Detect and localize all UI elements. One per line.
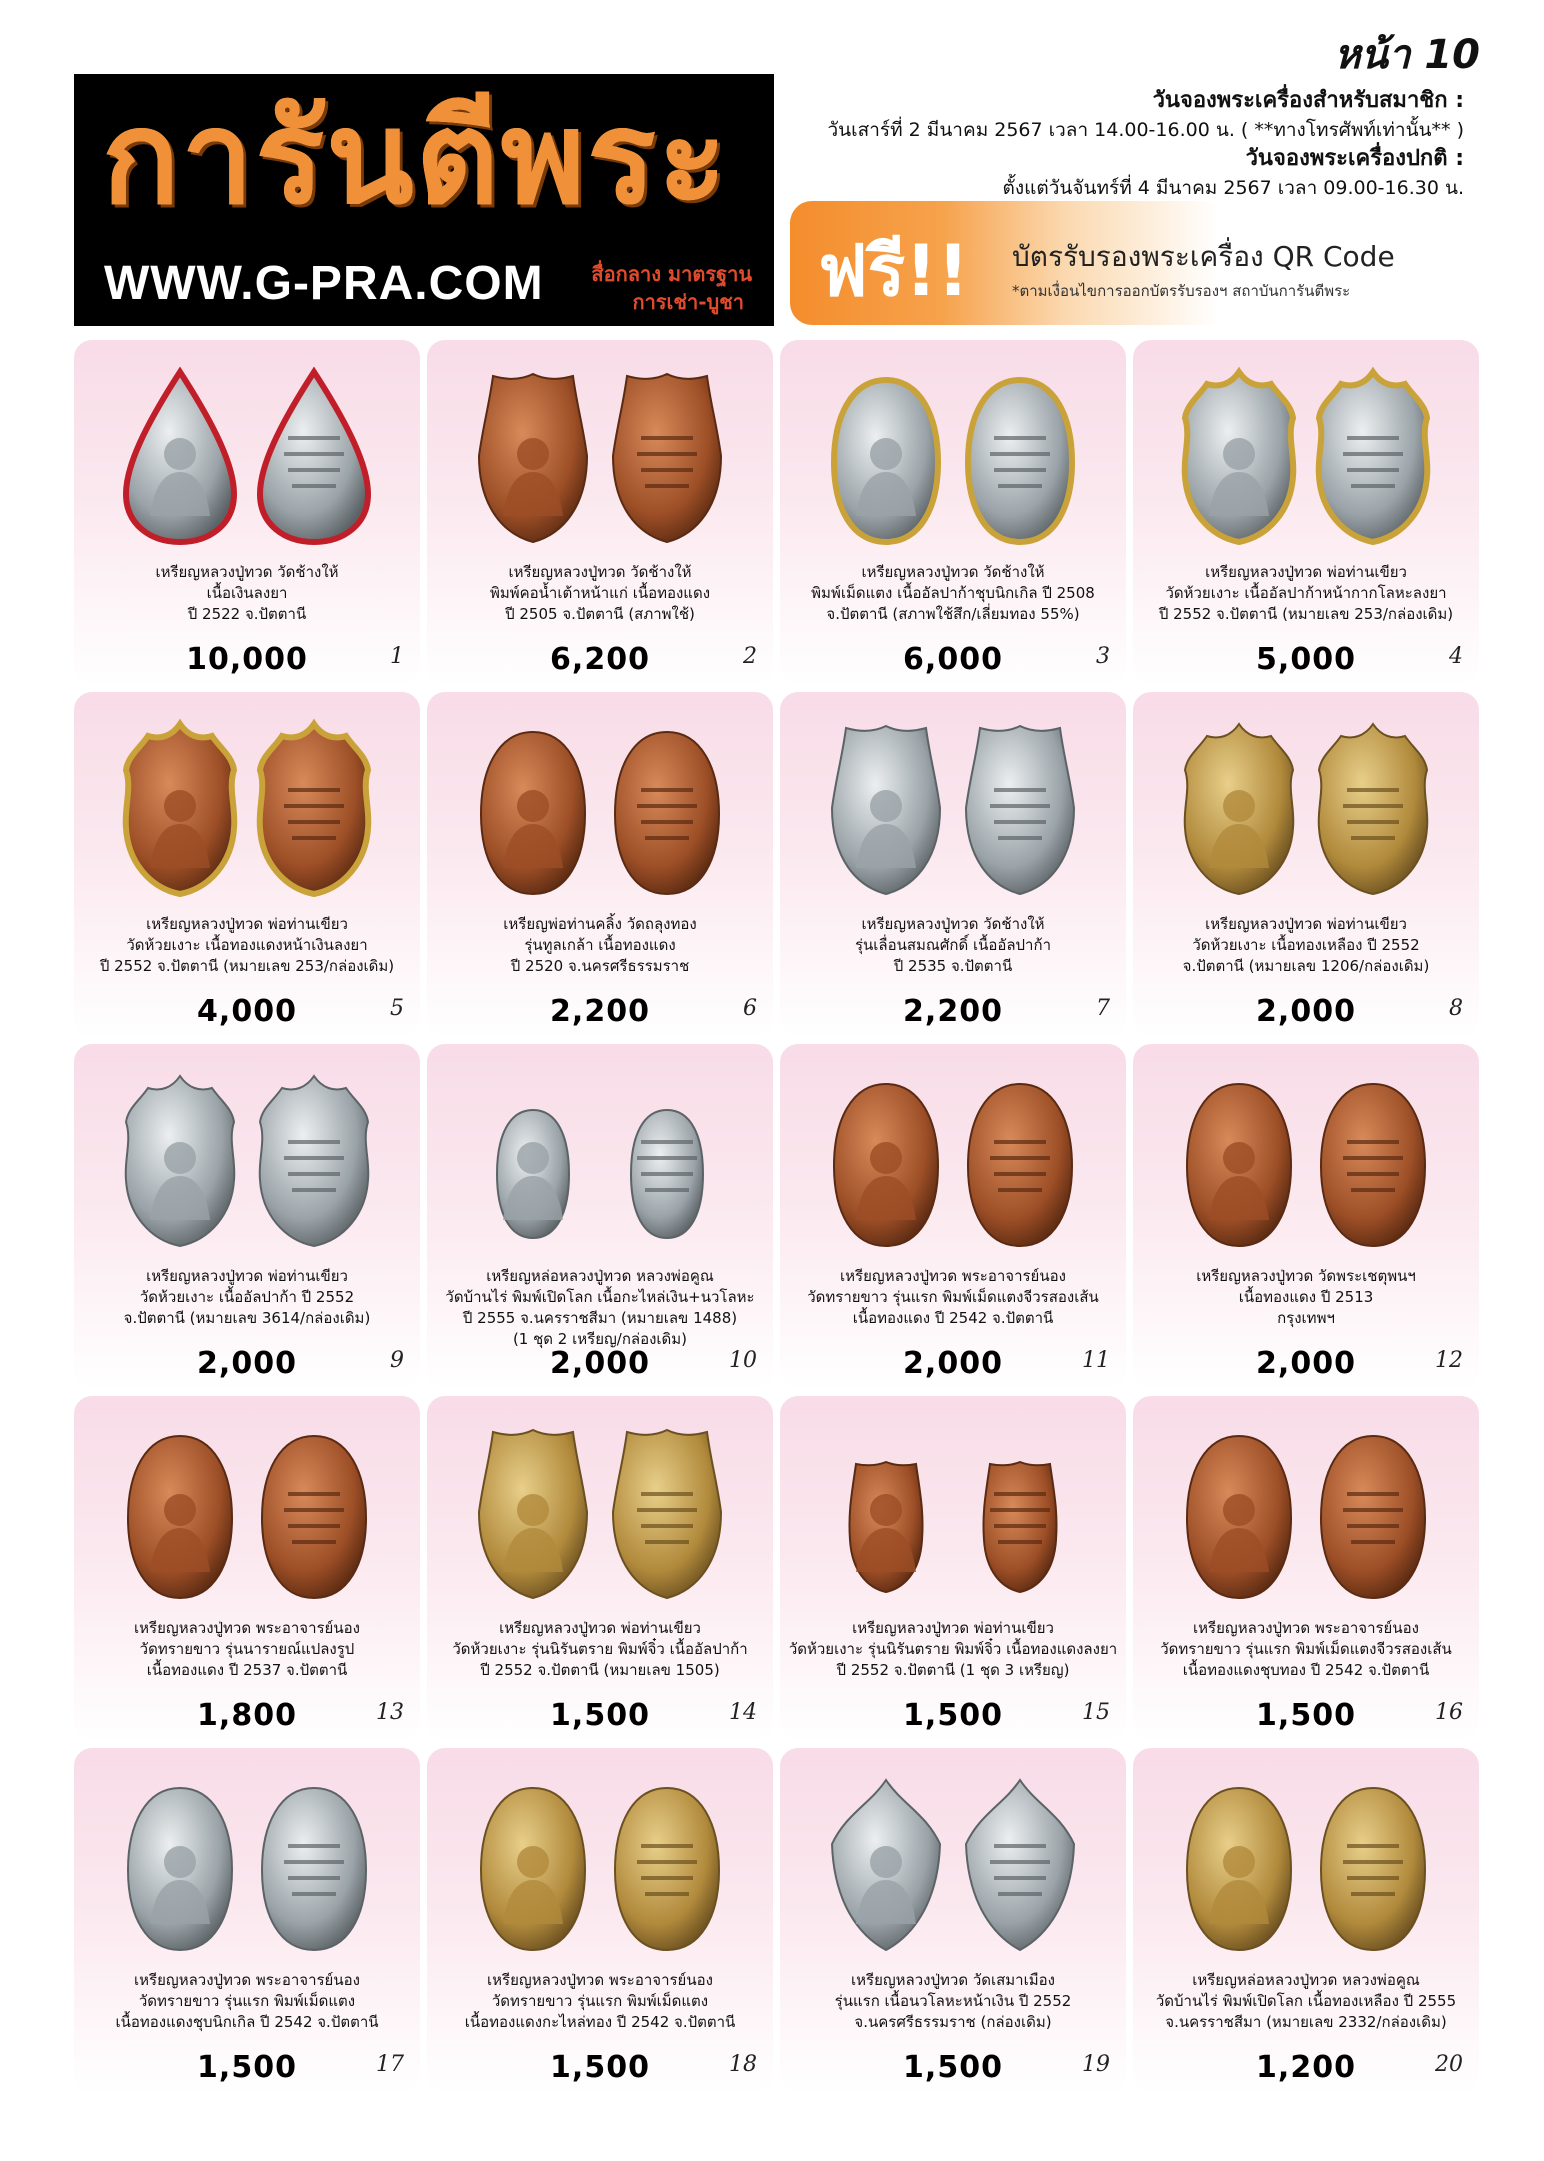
- description-line: เหรียญหลวงปู่ทวด พ่อท่านเขียว: [852, 1619, 1054, 1637]
- item-number: 12: [1435, 1348, 1463, 1373]
- description-line: วัดบ้านไร่ พิมพ์เปิดโลก เนื้อทองเหลือง ปี 2555: [1155, 1992, 1457, 2010]
- description-line: เหรียญหลวงปู่ทวด พ่อท่านเขียว: [146, 915, 348, 933]
- description-line: เนื้อทองแดงชุบนิกเกิล ปี 2542 จ.ปัตตานี: [115, 2013, 379, 2031]
- amulet-card[interactable]: [1133, 340, 1479, 685]
- amulet-card[interactable]: [780, 340, 1126, 685]
- amulet-photo: [1133, 708, 1479, 908]
- free-word: ฟรี!!: [818, 230, 970, 312]
- amulet-front-image: [826, 718, 946, 898]
- description-line: จ.นครศรีธรรมราช (กล่องเดิม): [854, 2013, 1052, 2031]
- amulet-card[interactable]: [427, 1396, 773, 1741]
- amulet-description: [1139, 1618, 1473, 1681]
- description-line: เหรียญหล่อหลวงปู่ทวด หลวงพ่อคูณ: [1192, 1971, 1420, 1989]
- amulet-back-image: [254, 1070, 374, 1250]
- amulet-card[interactable]: [780, 1396, 1126, 1741]
- amulet-price: 2,000: [1256, 1346, 1356, 1381]
- item-number: 10: [729, 1348, 757, 1373]
- amulet-front-image: [473, 1774, 593, 1954]
- amulet-price: 2,000: [197, 1346, 297, 1381]
- amulet-description: [1139, 1266, 1473, 1329]
- item-number: 1: [390, 644, 404, 669]
- amulet-description: [786, 1266, 1120, 1329]
- amulet-description: [786, 1618, 1120, 1681]
- amulet-back-image: [254, 366, 374, 546]
- amulet-description: [80, 562, 414, 625]
- description-line: เนื้อทองแดงกะไหล่ทอง ปี 2542 จ.ปัตตานี: [464, 2013, 736, 2031]
- description-line: วัดทรายขาว รุ่นแรก พิมพ์เม็ดแตงจีวรสองเส้น: [807, 1288, 1099, 1306]
- amulet-back-image: [254, 718, 374, 898]
- description-line: เหรียญหลวงปู่ทวด วัดช้างให้: [861, 915, 1045, 933]
- amulet-price: 4,000: [197, 994, 297, 1029]
- amulet-photo: [427, 1412, 773, 1612]
- amulet-photo: [74, 1060, 420, 1260]
- amulet-price: 2,200: [903, 994, 1003, 1029]
- description-line: วัดห้วยเงาะ เนื้อทองเหลือง ปี 2552: [1192, 936, 1420, 954]
- amulet-card[interactable]: [74, 340, 420, 685]
- amulet-price: 2,000: [903, 1346, 1003, 1381]
- description-line: วัดบ้านไร่ พิมพ์เปิดโลก เนื้อกะไหล่เงิน+นวโลหะ: [445, 1288, 755, 1306]
- amulet-price: 2,000: [550, 1346, 650, 1381]
- amulet-front-image: [826, 1070, 946, 1250]
- description-line: ปี 2552 จ.ปัตตานี (1 ชุด 3 เหรียญ): [836, 1661, 1070, 1679]
- description-line: เหรียญหลวงปู่ทวด วัดพระเชตุพนฯ: [1196, 1267, 1416, 1285]
- amulet-back-image: [1313, 1774, 1433, 1954]
- description-line: เหรียญหลวงปู่ทวด พระอาจารย์นอง: [134, 1619, 360, 1637]
- free-certificate-banner: [790, 201, 1480, 325]
- item-number: 18: [729, 2052, 757, 2077]
- description-line: ปี 2505 จ.ปัตตานี (สภาพใช้): [505, 605, 695, 623]
- amulet-front-image: [1179, 718, 1299, 898]
- amulet-front-image: [826, 1774, 946, 1954]
- amulet-photo: [74, 356, 420, 556]
- amulet-card[interactable]: [427, 1748, 773, 2093]
- site-logo[interactable]: [74, 74, 774, 326]
- description-line: เหรียญหลวงปู่ทวด วัดช้างให้: [508, 563, 692, 581]
- item-number: 6: [743, 996, 757, 1021]
- description-line: วัดทรายขาว รุ่นแรก พิมพ์เม็ดแตงจีวรสองเส้น: [1160, 1640, 1452, 1658]
- amulet-front-image: [473, 1070, 593, 1250]
- description-line: จ.ปัตตานี (สภาพใช้สึก/เลี่ยมทอง 55%): [826, 605, 1080, 623]
- description-line: วัดห้วยเงาะ เนื้ออัลปาก้า ปี 2552: [139, 1288, 355, 1306]
- amulet-photo: [780, 1060, 1126, 1260]
- amulet-photo: [780, 708, 1126, 908]
- item-number: 15: [1082, 1700, 1110, 1725]
- item-number: 13: [376, 1700, 404, 1725]
- description-line: รุ่นเลื่อนสมณศักดิ์ เนื้ออัลปาก้า: [854, 936, 1051, 954]
- amulet-photo: [74, 1412, 420, 1612]
- amulet-front-image: [120, 1774, 240, 1954]
- amulet-price: 1,500: [1256, 1698, 1356, 1733]
- amulet-description: [433, 562, 767, 625]
- amulet-description: [80, 914, 414, 977]
- amulet-card[interactable]: [74, 692, 420, 1037]
- amulet-photo: [1133, 356, 1479, 556]
- amulet-description: [80, 1266, 414, 1329]
- description-line: วัดห้วยเงาะ เนื้ออัลปาก้าหน้ากากโลหะลงยา: [1165, 584, 1447, 602]
- amulet-card[interactable]: [1133, 1748, 1479, 2093]
- amulet-back-image: [960, 1774, 1080, 1954]
- description-line: วัดห้วยเงาะ รุ่นนิรันตราย พิมพ์จิ๋ว เนื้อทองแดงลงยา: [788, 1640, 1118, 1658]
- amulet-description: [1139, 562, 1473, 625]
- item-number: 4: [1449, 644, 1463, 669]
- logo-tagline-2: การเช่า-บูชา: [632, 290, 744, 314]
- amulet-card[interactable]: [1133, 1044, 1479, 1389]
- normal-booking-title: วันจองพระเครื่องปกติ :: [1245, 146, 1464, 171]
- item-number: 20: [1435, 2052, 1463, 2077]
- amulet-back-image: [1313, 718, 1433, 898]
- amulet-front-image: [473, 718, 593, 898]
- amulet-card[interactable]: [427, 1044, 773, 1389]
- description-line: เนื้อทองแดง ปี 2537 จ.ปัตตานี: [146, 1661, 348, 1679]
- amulet-photo: [74, 1764, 420, 1964]
- amulet-photo: [427, 1060, 773, 1260]
- description-line: วัดทรายขาว รุ่นแรก พิมพ์เม็ดแตง: [138, 1992, 356, 2010]
- member-booking-detail: วันเสาร์ที่ 2 มีนาคม 2567 เวลา 14.00-16.00 น. ( **ทางโทรศัพท์เท่านั้น** ): [827, 119, 1464, 141]
- amulet-front-image: [473, 1422, 593, 1602]
- description-line: เหรียญหลวงปู่ทวด พ่อท่านเขียว: [1205, 563, 1407, 581]
- description-line: เหรียญหลวงปู่ทวด วัดช้างให้: [861, 563, 1045, 581]
- amulet-card[interactable]: [427, 340, 773, 685]
- description-line: เนื้อทองแดง ปี 2542 จ.ปัตตานี: [852, 1309, 1054, 1327]
- amulet-description: [433, 1618, 767, 1681]
- amulet-front-image: [1179, 1422, 1299, 1602]
- amulet-front-image: [1179, 1774, 1299, 1954]
- description-line: เหรียญหลวงปู่ทวด พ่อท่านเขียว: [499, 1619, 701, 1637]
- amulet-card[interactable]: [780, 1748, 1126, 2093]
- description-line: ปี 2552 จ.ปัตตานี (หมายเลข 253/กล่องเดิม): [1158, 605, 1454, 623]
- description-line: เหรียญหลวงปู่ทวด พระอาจารย์นอง: [1193, 1619, 1419, 1637]
- amulet-photo: [780, 1764, 1126, 1964]
- description-line: (1 ชุด 2 เหรียญ/กล่องเดิม): [512, 1330, 688, 1348]
- description-line: วัดห้วยเงาะ เนื้อทองแดงหน้าเงินลงยา: [126, 936, 368, 954]
- description-line: จ.ปัตตานี (หมายเลข 3614/กล่องเดิม): [123, 1309, 371, 1327]
- amulet-back-image: [607, 1070, 727, 1250]
- item-number: 19: [1082, 2052, 1110, 2077]
- amulet-card[interactable]: [74, 1748, 420, 2093]
- amulet-back-image: [607, 718, 727, 898]
- amulet-back-image: [1313, 1422, 1433, 1602]
- amulet-front-image: [1179, 1070, 1299, 1250]
- amulet-front-image: [473, 366, 593, 546]
- amulet-description: [786, 1970, 1120, 2033]
- amulet-front-image: [120, 366, 240, 546]
- amulet-description: [433, 1266, 767, 1350]
- description-line: พิมพ์เม็ดแตง เนื้ออัลปาก้าชุบนิกเกิล ปี 2508: [811, 584, 1095, 602]
- amulet-price: 5,000: [1256, 642, 1356, 677]
- item-number: 5: [390, 996, 404, 1021]
- description-line: วัดห้วยเงาะ รุ่นนิรันตราย พิมพ์จิ๋ว เนื้ออัลปาก้า: [452, 1640, 748, 1658]
- description-line: ปี 2535 จ.ปัตตานี: [893, 957, 1013, 975]
- description-line: เหรียญหล่อหลวงปู่ทวด หลวงพ่อคูณ: [486, 1267, 714, 1285]
- page-number: หน้า 10: [1334, 32, 1480, 78]
- amulet-front-image: [826, 1422, 946, 1602]
- description-line: ปี 2555 จ.นครราชสีมา (หมายเลข 1488): [462, 1309, 738, 1327]
- description-line: ปี 2552 จ.ปัตตานี (หมายเลข 1505): [480, 1661, 720, 1679]
- amulet-price: 1,500: [903, 2050, 1003, 2085]
- item-number: 3: [1096, 644, 1110, 669]
- logo-url: WWW.G-PRA.COM: [104, 257, 544, 310]
- item-number: 17: [376, 2052, 404, 2077]
- amulet-back-image: [960, 1422, 1080, 1602]
- description-line: เนื้อทองแดง ปี 2513: [1238, 1288, 1374, 1306]
- description-line: เหรียญหลวงปู่ทวด พ่อท่านเขียว: [146, 1267, 348, 1285]
- amulet-card[interactable]: [74, 1396, 420, 1741]
- amulet-front-image: [120, 1422, 240, 1602]
- amulet-price: 1,500: [550, 2050, 650, 2085]
- description-line: ปี 2520 จ.นครศรีธรรมราช: [510, 957, 690, 975]
- amulet-description: [433, 914, 767, 977]
- description-line: พิมพ์คอน้ำเต้าหน้าแก่ เนื้อทองแดง: [489, 584, 711, 602]
- amulet-description: [786, 562, 1120, 625]
- amulet-price: 6,200: [550, 642, 650, 677]
- amulet-back-image: [607, 1422, 727, 1602]
- amulet-description: [786, 914, 1120, 977]
- amulet-photo: [1133, 1060, 1479, 1260]
- amulet-description: [80, 1618, 414, 1681]
- amulet-card[interactable]: [780, 1044, 1126, 1389]
- amulet-card[interactable]: [427, 692, 773, 1037]
- description-line: วัดทรายขาว รุ่นนารายณ์แปลงรูป: [139, 1640, 355, 1658]
- description-line: กรุงเทพฯ: [1277, 1309, 1335, 1327]
- item-number: 9: [390, 1348, 404, 1373]
- amulet-photo: [1133, 1412, 1479, 1612]
- amulet-card[interactable]: [1133, 1396, 1479, 1741]
- description-line: จ.ปัตตานี (หมายเลข 1206/กล่องเดิม): [1182, 957, 1430, 975]
- item-number: 2: [743, 644, 757, 669]
- amulet-price: 1,500: [903, 1698, 1003, 1733]
- amulet-price: 1,800: [197, 1698, 297, 1733]
- amulet-price: 1,200: [1256, 2050, 1356, 2085]
- description-line: เหรียญหลวงปู่ทวด พ่อท่านเขียว: [1205, 915, 1407, 933]
- amulet-price: 10,000: [186, 642, 308, 677]
- amulet-description: [433, 1970, 767, 2033]
- amulet-grid: [74, 340, 1478, 2093]
- amulet-card[interactable]: [74, 1044, 420, 1389]
- description-line: วัดทรายขาว รุ่นแรก พิมพ์เม็ดแตง: [491, 1992, 709, 2010]
- description-line: รุ่นแรก เนื้อนวโลหะหน้าเงิน ปี 2552: [834, 1992, 1072, 2010]
- logo-tagline-1: สื่อกลาง มาตรฐาน: [591, 262, 752, 286]
- description-line: เนื้อทองแดงชุบทอง ปี 2542 จ.ปัตตานี: [1182, 1661, 1430, 1679]
- amulet-photo: [427, 1764, 773, 1964]
- amulet-back-image: [254, 1422, 374, 1602]
- amulet-price: 6,000: [903, 642, 1003, 677]
- amulet-photo: [780, 356, 1126, 556]
- logo-title: การันตีพระ: [102, 84, 729, 233]
- item-number: 14: [729, 1700, 757, 1725]
- description-line: จ.นครราชสีมา (หมายเลข 2332/กล่องเดิม): [1165, 2013, 1447, 2031]
- amulet-back-image: [254, 1774, 374, 1954]
- amulet-price: 1,500: [550, 1698, 650, 1733]
- amulet-photo: [74, 708, 420, 908]
- amulet-price: 2,000: [1256, 994, 1356, 1029]
- amulet-back-image: [960, 366, 1080, 546]
- description-line: รุ่นทูลเกล้า เนื้อทองแดง: [524, 936, 676, 954]
- amulet-back-image: [1313, 1070, 1433, 1250]
- item-number: 7: [1096, 996, 1110, 1021]
- amulet-back-image: [607, 366, 727, 546]
- amulet-front-image: [1179, 366, 1299, 546]
- description-line: เหรียญหลวงปู่ทวด วัดเสมาเมือง: [851, 1971, 1055, 1989]
- description-line: เหรียญพ่อท่านคลิ้ง วัดถลุงทอง: [503, 915, 697, 933]
- amulet-photo: [780, 1412, 1126, 1612]
- amulet-description: [80, 1970, 414, 2033]
- amulet-description: [1139, 1970, 1473, 2033]
- amulet-back-image: [607, 1774, 727, 1954]
- amulet-back-image: [1313, 366, 1433, 546]
- description-line: เหรียญหลวงปู่ทวด พระอาจารย์นอง: [487, 1971, 713, 1989]
- amulet-photo: [427, 356, 773, 556]
- description-line: เหรียญหลวงปู่ทวด พระอาจารย์นอง: [134, 1971, 360, 1989]
- amulet-card[interactable]: [1133, 692, 1479, 1037]
- amulet-front-image: [120, 718, 240, 898]
- member-booking-title: วันจองพระเครื่องสำหรับสมาชิก :: [1152, 88, 1464, 113]
- description-line: ปี 2552 จ.ปัตตานี (หมายเลข 253/กล่องเดิม): [99, 957, 395, 975]
- item-number: 11: [1082, 1348, 1110, 1373]
- amulet-front-image: [826, 366, 946, 546]
- amulet-front-image: [120, 1070, 240, 1250]
- amulet-back-image: [960, 1070, 1080, 1250]
- item-number: 16: [1435, 1700, 1463, 1725]
- description-line: เหรียญหลวงปู่ทวด พระอาจารย์นอง: [840, 1267, 1066, 1285]
- free-note: *ตามเงื่อนไขการออกบัตรรับรองฯ สถาบันการันตีพระ: [1012, 282, 1351, 300]
- booking-info: [827, 86, 1464, 202]
- description-line: ปี 2522 จ.ปัตตานี: [187, 605, 307, 623]
- free-title: บัตรรับรองพระเครื่อง QR Code: [1012, 240, 1395, 273]
- amulet-price: 2,200: [550, 994, 650, 1029]
- amulet-photo: [1133, 1764, 1479, 1964]
- normal-booking-detail: ตั้งแต่วันจันทร์ที่ 4 มีนาคม 2567 เวลา 09.00-16.30 น.: [1002, 177, 1464, 199]
- amulet-price: 1,500: [197, 2050, 297, 2085]
- amulet-card[interactable]: [780, 692, 1126, 1037]
- amulet-back-image: [960, 718, 1080, 898]
- description-line: เนื้อเงินลงยา: [206, 584, 288, 602]
- amulet-description: [1139, 914, 1473, 977]
- item-number: 8: [1449, 996, 1463, 1021]
- amulet-photo: [427, 708, 773, 908]
- description-line: เหรียญหลวงปู่ทวด วัดช้างให้: [155, 563, 339, 581]
